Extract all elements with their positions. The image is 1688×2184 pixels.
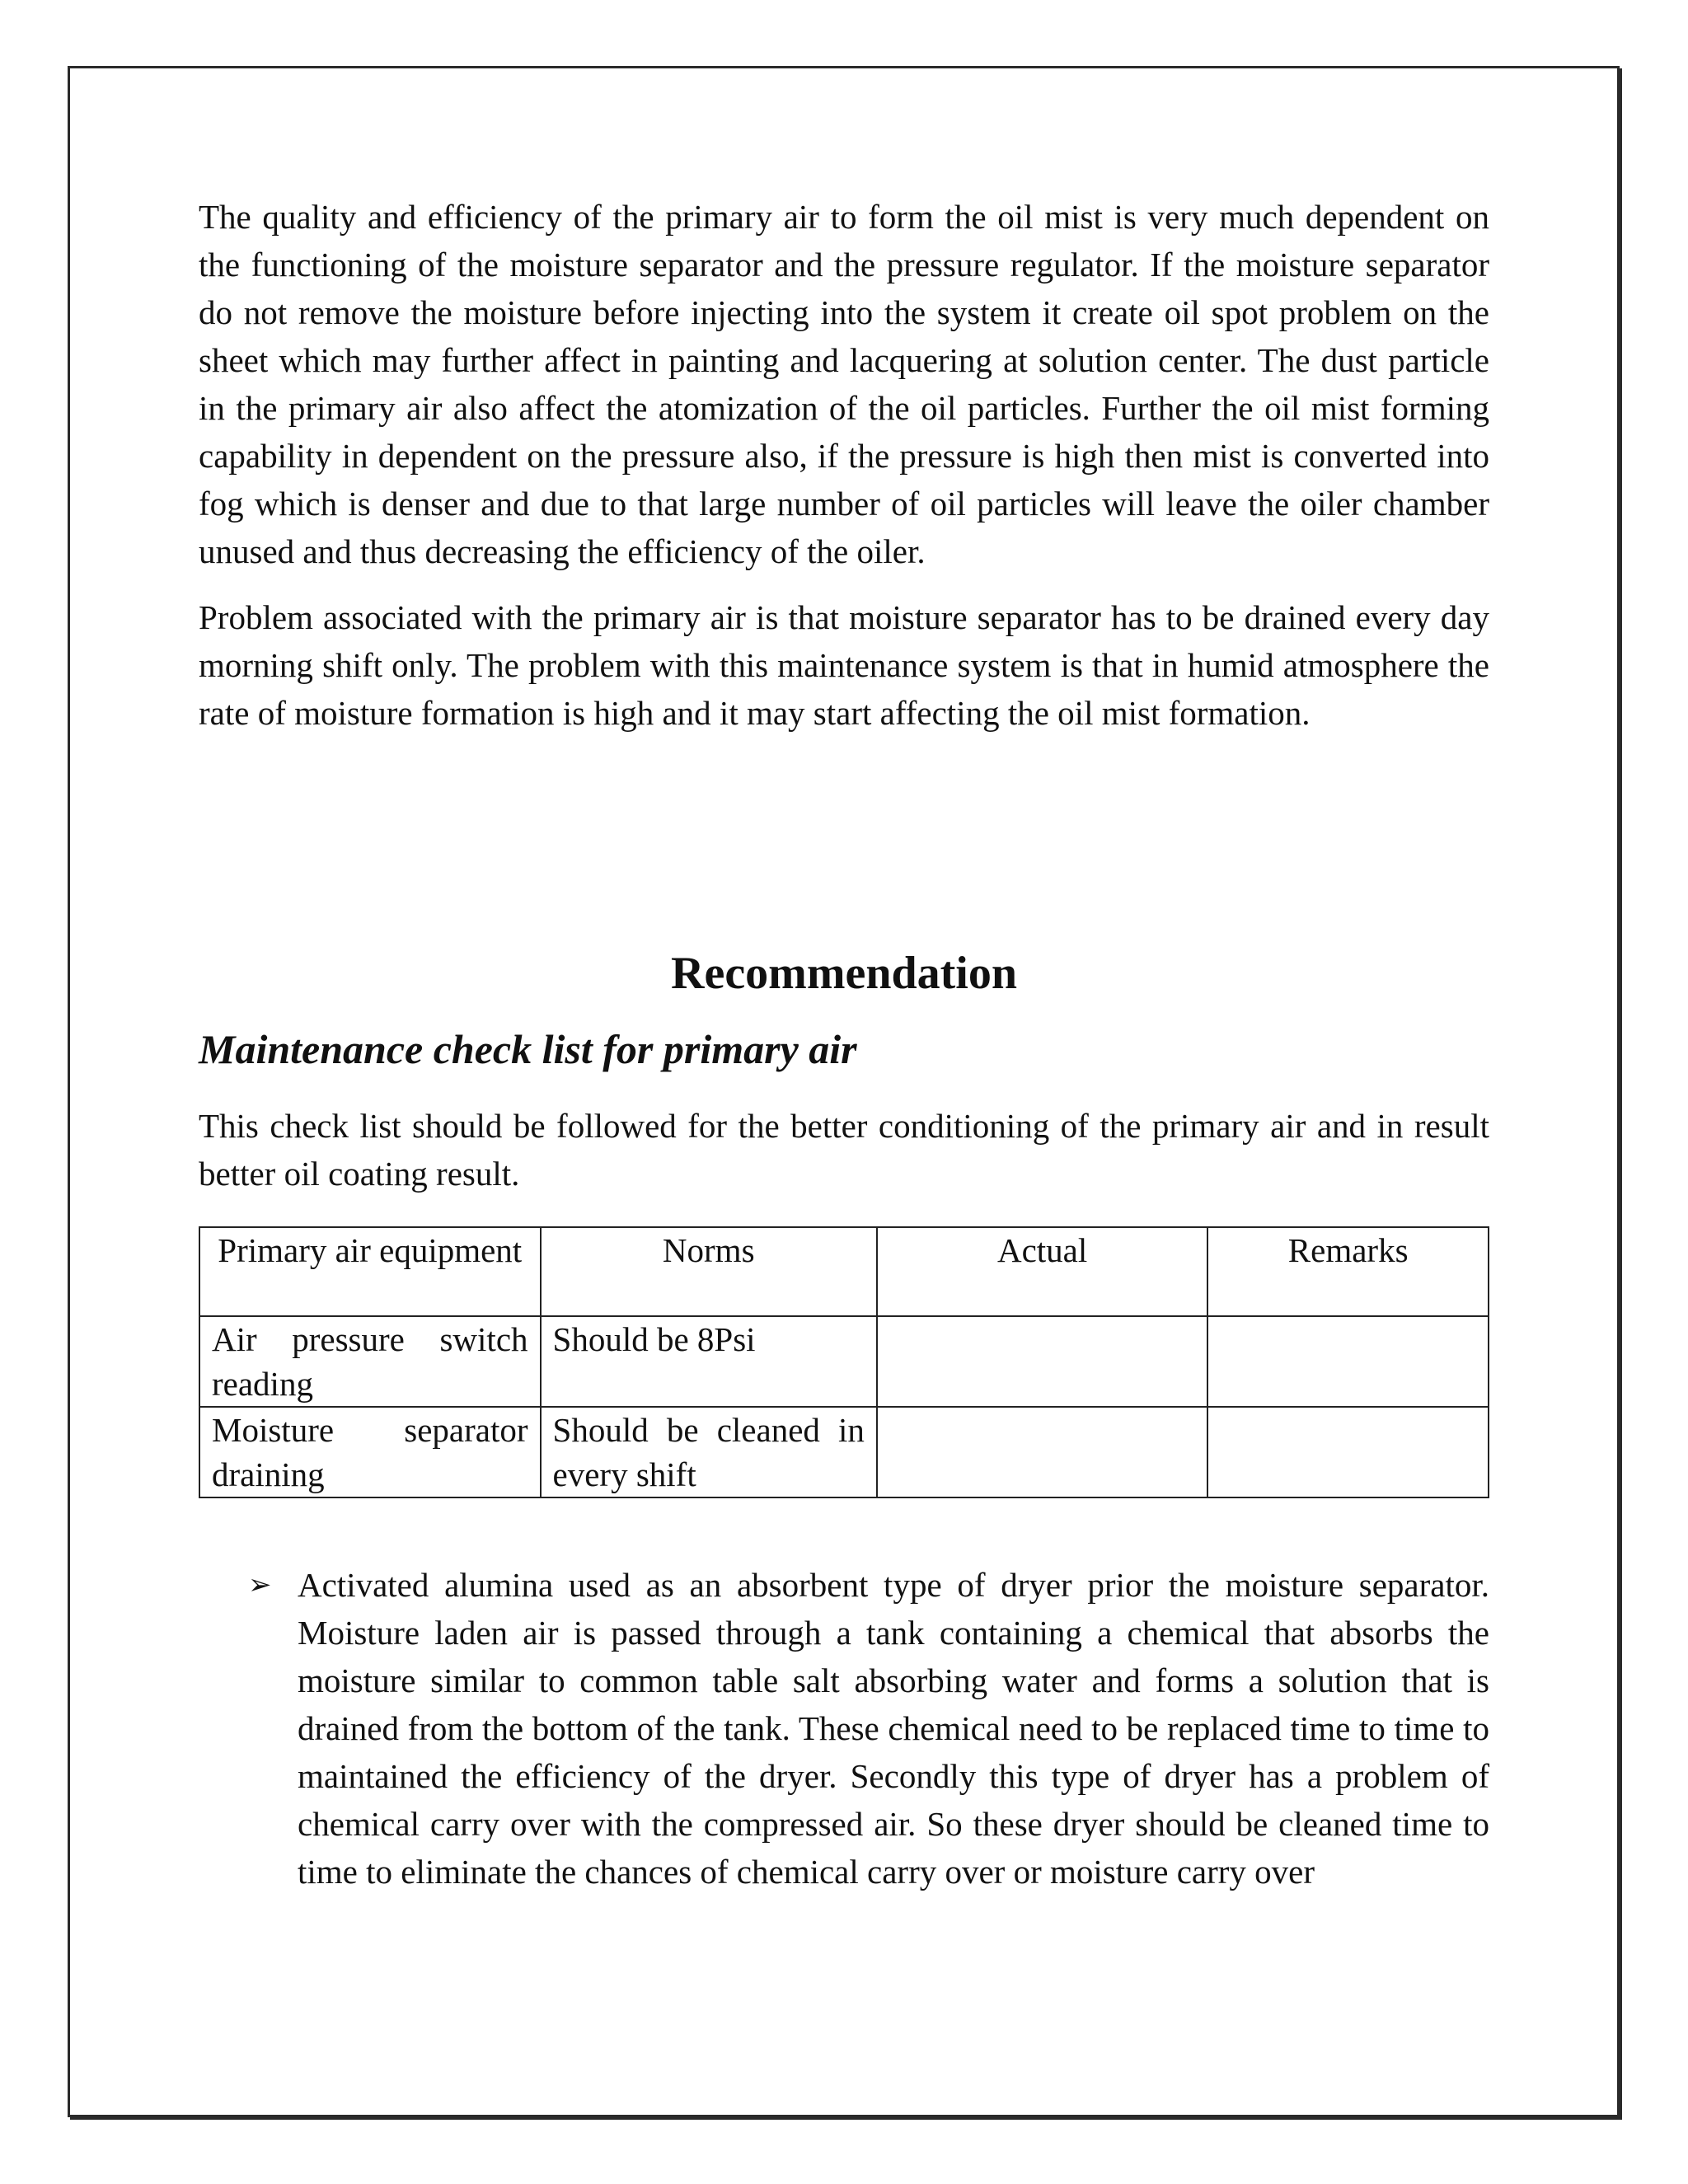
table-header-cell: Primary air equipment xyxy=(199,1227,541,1316)
table-header-cell: Norms xyxy=(541,1227,877,1316)
table-cell xyxy=(1207,1407,1489,1497)
table-header-cell: Remarks xyxy=(1207,1227,1489,1316)
subsection-heading: Maintenance check list for primary air xyxy=(199,1026,857,1072)
table-cell xyxy=(1207,1316,1489,1407)
body-paragraph-2: Problem associated with the primary air is that moisture separator has to be drained every day morning shift only. The problem with this maintenance system is that in humid atmosphere the rate of moisture formation is high and it may start affecting the oil mist formation. xyxy=(199,598,1489,732)
table-cell xyxy=(877,1316,1207,1407)
table-header-cell: Actual xyxy=(877,1227,1207,1316)
checklist-intro: This check list should be followed for the better conditioning of the primary air and in result better oil coating result. xyxy=(199,1107,1489,1193)
document-content xyxy=(199,193,1489,1891)
section-heading: Recommendation xyxy=(671,948,1017,999)
table-cell: Moisture separator draining xyxy=(199,1407,541,1497)
table-row xyxy=(199,1407,1489,1497)
body-paragraph-1: The quality and efficiency of the primary air to form the oil mist is very much dependent on the functioning of the moisture separator and the pressure regulator. If the moisture separator do not remove the moisture before injecting into the system it create oil spot problem on the sheet which may further affect in painting and lacquering at solution center. The dust particle in the primary air also affect the atomization of the oil particles. Further the oil mist forming capability in dependent on the pressure also, if the pressure is high then mist is converted into fog which is denser and due to that large number of oil particles will leave the oiler chamber unused and thus decreasing the efficiency of the oiler. xyxy=(199,198,1489,570)
maintenance-checklist-table xyxy=(199,1226,1489,1498)
table-header-row xyxy=(199,1227,1489,1316)
table-row xyxy=(199,1316,1489,1407)
table-cell: Should be 8Psi xyxy=(541,1316,877,1407)
bullet-text: Activated alumina used as an absorbent type of dryer prior the moisture separator. Moisture laden air is passed through a tank containing a chemical that absorbs the moisture similar to common table salt absorbing water and forms a solution that is drained from the bottom of the tank. These chemical need to be replaced time to time to maintained the efficiency of the dryer. Secondly this type of dryer has a problem of chemical carry over with the compressed air. So these dryer should be cleaned time to time to eliminate the chances of chemical carry over or moisture carry over xyxy=(298,1566,1489,1891)
recommendation-bullet-list xyxy=(199,1561,1489,1896)
table-cell: Air pressure switch reading xyxy=(199,1316,541,1407)
table-cell: Should be cleaned in every shift xyxy=(541,1407,877,1497)
arrow-bullet-icon: ➢ xyxy=(248,1568,272,1601)
table-cell xyxy=(877,1407,1207,1497)
list-item xyxy=(199,1561,1489,1896)
